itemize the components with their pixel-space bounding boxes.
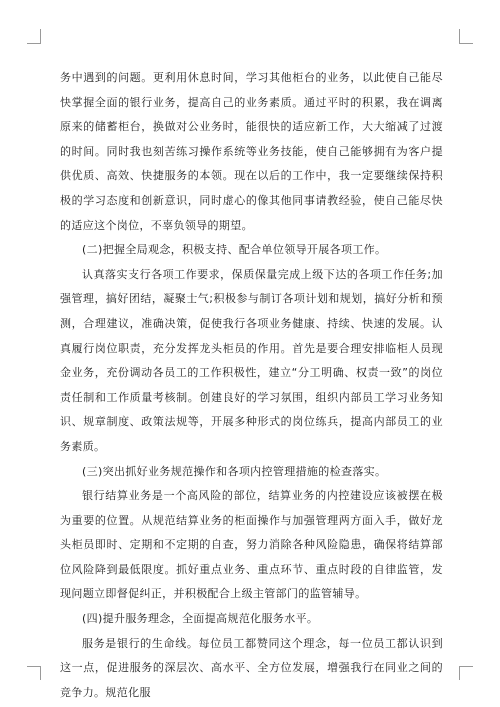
document-body [60,66,443,705]
crop-mark-bottom-right-horizontal [459,666,473,667]
section-heading-3: (三)突出抓好业务规范操作和各项内控管理措施的检查落实。 [82,464,387,478]
crop-mark-bottom-right-vertical [459,666,460,680]
paragraph-continuation: 务中遇到的问题。更利用休息时间，学习其他柜台的业务，以此使自己能尽快掌握全面的银行业务，提高自己的业务素质。通过平时的积累，我在调离原来的储蓄柜台，换做对公业务时，能很快的适应新工作，大大缩减了过渡的时间。同时我也刻苦练习操作系统等业务技能，使自己能够拥有为客户提供优质、高效、快捷服务的本领。现在以后的工作中，我一定要继续保持积极的学习态度和创新意识，同时虚心的像其他同事请教经验，使自己能尽快的适应这个岗位，不辜负领导的期望。 [60,71,443,232]
crop-mark-top-right-horizontal [459,43,473,44]
paragraph-section-4: 服务是银行的生命线。每位员工都赞同这个理念，每一位员工都认识到这一点，促进服务的深层次、高水平、全方位发展，增强我行在同业之间的竞争力。规范化服 [60,636,443,699]
crop-mark-top-left-horizontal [27,43,41,44]
section-heading-4: (四)提升服务理念，全面提高规范化服务水平。 [82,612,319,626]
paragraph-section-2: 认真落实支行各项工作要求，保质保量完成上级下达的各项工作任务;加强管理，搞好团结，凝聚士气;积极参与制订各项计划和规划，搞好分析和预测，合理建议，准确决策，促使我行各项业务健康、持续、快速的发展。认真履行岗位职责，充分发挥龙头柜员的作用。首先是要合理安排临柜人员现金业务，充份调动各员工的工作积极性，建立“分工明确、权责一致”的岗位责任制和工作质量考核制。创建良好的学习氛围，组织内部员工学习业务知识、规章制度、政策法规等，开展多种形式的岗位练兵，提高内部员工的业务素质。 [60,267,443,453]
paragraph-section-3: 银行结算业务是一个高风险的部位，结算业务的内控建设应该被摆在极为重要的位置。从规范结算业务的柜面操作与加强管理两方面入手，做好龙头柜员即时、定期和不定期的自查，努力消除各种风险隐患，确保将结算部位风险降到最低限度。抓好重点业务、重点环节、重点时段的自律监管，发现问题立即督促纠正，并积极配合上级主管部门的监管辅导。 [60,489,443,601]
crop-mark-top-right-vertical [459,29,460,43]
section-heading-2: (二)把握全局观念，积极支持、配合单位领导开展各项工作。 [82,243,387,257]
crop-mark-bottom-left-vertical [40,666,41,680]
crop-mark-bottom-left-horizontal [27,666,41,667]
crop-mark-top-left-vertical [40,29,41,43]
